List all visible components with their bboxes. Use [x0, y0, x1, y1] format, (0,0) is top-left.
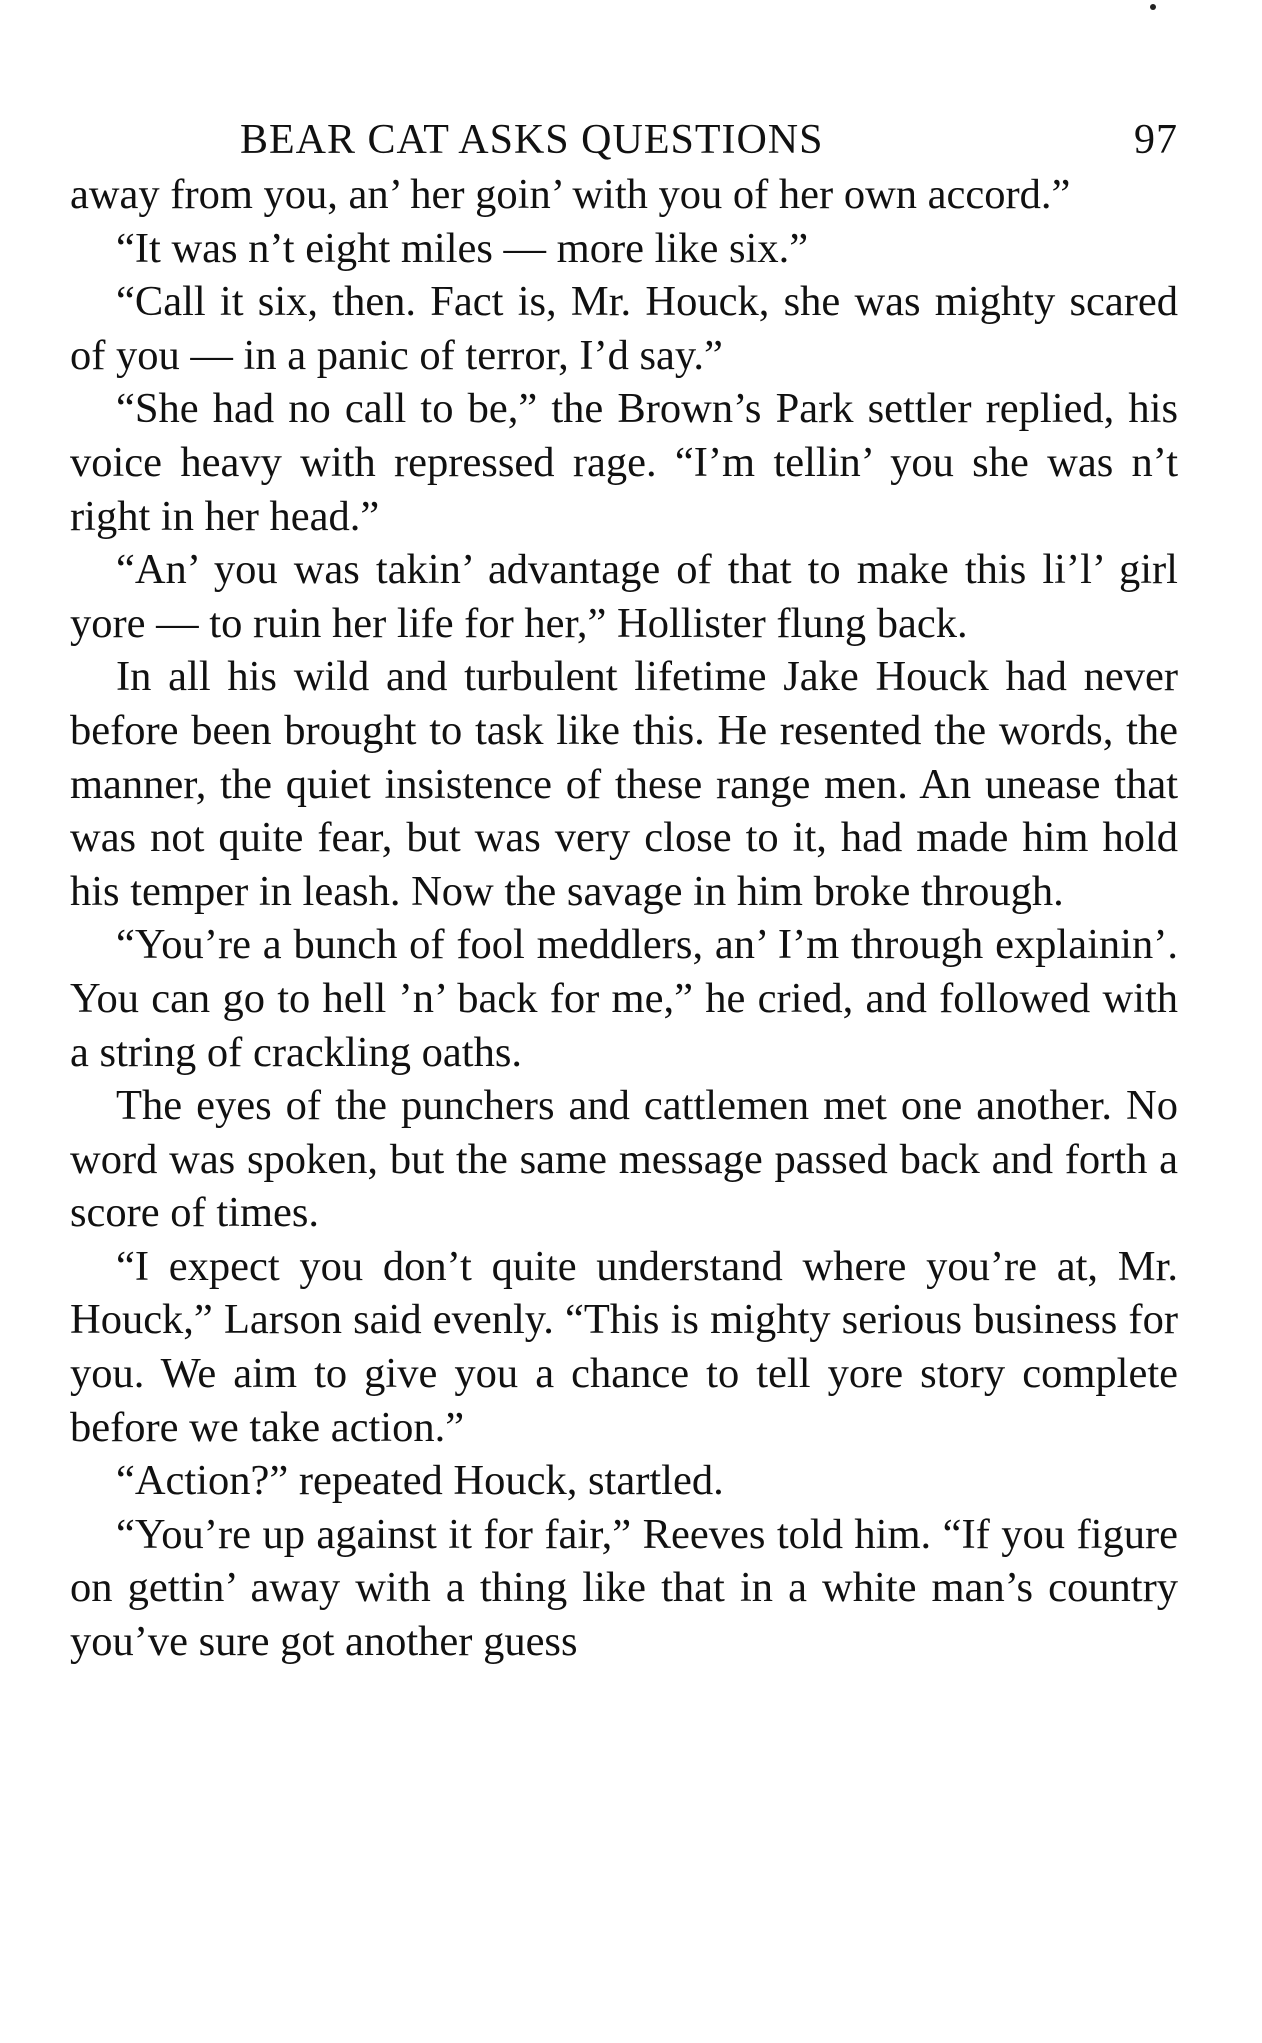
paragraph: “You’re up against it for fair,” Reeves told him. “If you figure on gettin’ away with a thing like that in a white man’s country you’ve sure got another guess [70, 1510, 1178, 1666]
paragraph: “I expect you don’t quite understand where you’re at, Mr. Houck,” Larson said evenly. “This is mighty serious business for you. We aim to give you a chance to tell yore story complete before we take action.” [70, 1242, 1178, 1451]
paragraph: “Call it six, then. Fact is, Mr. Houck, she was mighty scared of you — in a panic of terror, I’d say.” [70, 278, 1178, 379]
running-header [70, 112, 1178, 168]
paragraph: “She had no call to be,” the Brown’s Park settler replied, his voice heavy with repressed rage. “I’m tellin’ you she was n’t right in her head.” [70, 385, 1178, 540]
ink-speck [1150, 4, 1156, 10]
paragraph: “It was n’t eight miles — more like six.” [116, 224, 809, 272]
book-page [70, 112, 1178, 1669]
body-text [70, 168, 1178, 1669]
paragraph: away from you, an’ her goin’ with you of her own accord.” [70, 171, 1071, 218]
paragraph: The eyes of the punchers and cattlemen met one another. No word was spoken, but the same message passed back and forth a score of times. [70, 1082, 1178, 1237]
paragraph: “You’re a bunch of fool meddlers, an’ I’m through explainin’. You can go to hell ’n’ back for me,” he cried, and followed with a string of crackling oaths. [70, 921, 1178, 1076]
paragraph: “An’ you was takin’ advantage of that to make this li’l’ girl yore — to ruin her life for her,” Hollister flung back. [70, 546, 1178, 647]
page-number: 97 [1134, 117, 1178, 163]
paragraph: “Action?” repeated Houck, startled. [116, 1457, 724, 1505]
chapter-title: BEAR CAT ASKS QUESTIONS [240, 117, 824, 163]
paragraph: In all his wild and turbulent lifetime Jake Houck had never before been brought to task like this. He resented the words, the manner, the quiet insistence of these range men. An unease that was not quite fear, but was very close to it, had made him hold his temper in leash. Now the savage in him broke through. [70, 653, 1178, 915]
